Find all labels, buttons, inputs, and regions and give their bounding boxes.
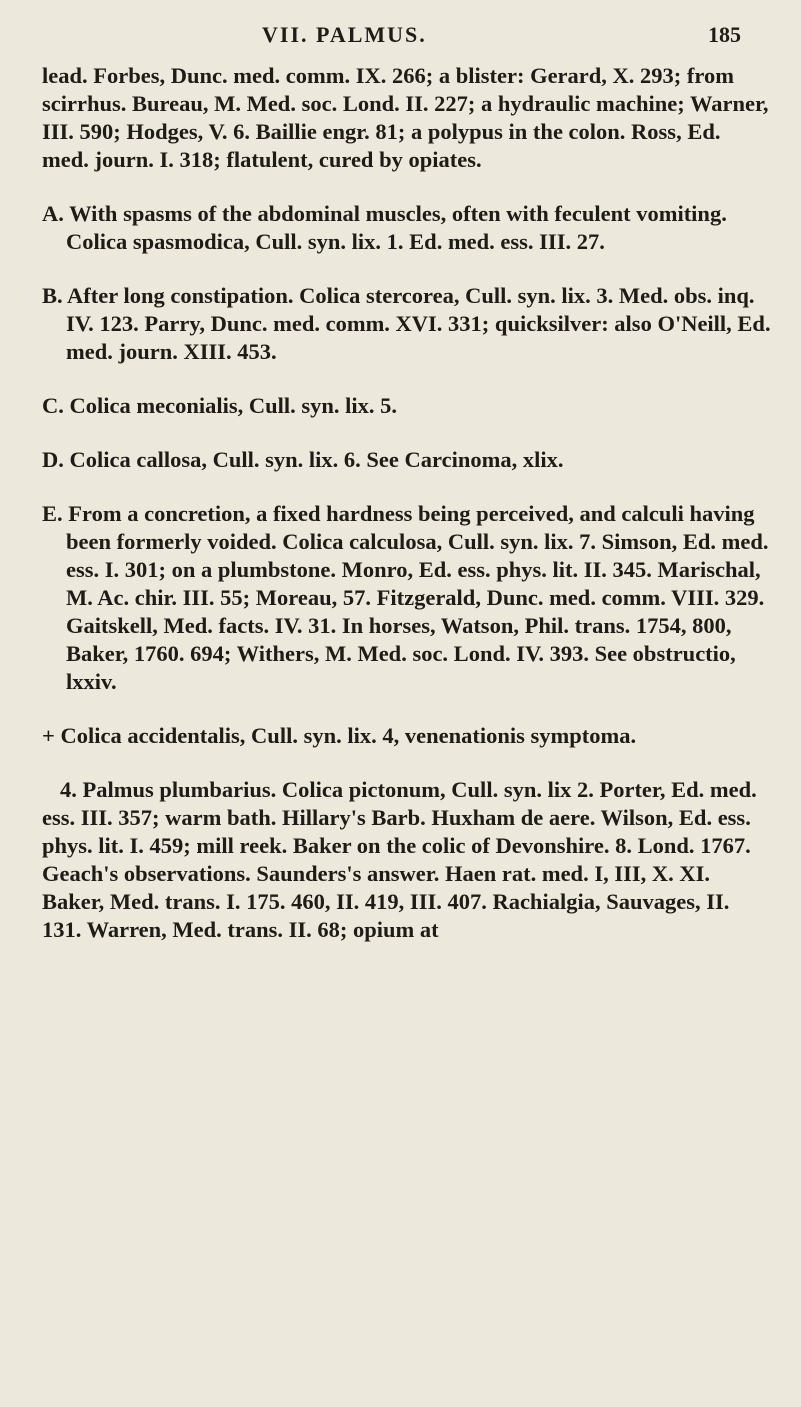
- paragraph-text: With spasms of the abdominal muscles, often with feculent vomiting. Colica spasmodica, Cull. syn. lix. 1. Ed. med. ess. III. 27.: [66, 201, 727, 254]
- running-title: VII. PALMUS.: [262, 22, 427, 47]
- paragraph-label: +: [42, 723, 55, 748]
- paragraph-text: Palmus plumbarius. Colica pictonum, Cull. syn. lix 2. Porter, Ed. med. ess. III. 357; warm bath. Hillary's Barb. Huxham de aere. Wilson, Ed. ess. phys. lit. I. 459; mill reek. Baker on the colic of Devonshire. 8. Lond. 1767. Geach's observations. Saunders's answer. Haen rat. med. I, III, X. XI. Baker, Med. trans. I. 175. 460, II. 419, III. 407. Rachialgia, Sauvages, II. 131. Warren, Med. trans. II. 68; opium at: [42, 777, 757, 942]
- paragraph-text: Colica meconialis, Cull. syn. lix. 5.: [69, 393, 398, 418]
- paragraph-continuation: [42, 62, 772, 174]
- paragraph-label: D.: [42, 447, 64, 472]
- paragraph-text: Colica callosa, Cull. syn. lix. 6. See Carcinoma, xlix.: [69, 447, 564, 472]
- paragraph-b: [42, 282, 772, 366]
- paragraph-c: [42, 392, 772, 420]
- paragraph-4: [42, 776, 772, 944]
- paragraph-a: [42, 200, 772, 256]
- paragraph-label: B.: [42, 283, 63, 308]
- paragraph-text: After long constipation. Colica stercorea, Cull. syn. lix. 3. Med. obs. inq. IV. 123. Parry, Dunc. med. comm. XVI. 331; quicksilver: also O'Neill, Ed. med. journ. XIII. 453.: [66, 283, 771, 364]
- paragraph-text: lead. Forbes, Dunc. med. comm. IX. 266; a blister: Gerard, X. 293; from scirrhus. Bureau, M. Med. soc. Lond. II. 227; a hydraulic machine; Warner, III. 590; Hodges, V. 6. Baillie engr. 81; a polypus in the colon. Ross, Ed. med. journ. I. 318; flatulent, cured by opiates.: [42, 63, 769, 172]
- paragraph-d: [42, 446, 772, 474]
- paragraph-label: 4.: [60, 777, 77, 802]
- paragraph-dagger: [42, 722, 772, 750]
- paragraph-label: A.: [42, 201, 64, 226]
- paragraph-e: [42, 500, 772, 696]
- paragraph-text: Colica accidentalis, Cull. syn. lix. 4, venenationis symptoma.: [60, 723, 637, 748]
- page-number: 185: [708, 22, 741, 47]
- page-header: [0, 14, 801, 54]
- paragraph-label: C.: [42, 393, 64, 418]
- paragraph-label: E.: [42, 501, 63, 526]
- paragraph-text: From a concretion, a fixed hardness being perceived, and calculi having been formerly voided. Colica calculosa, Cull. syn. lix. 7. Simson, Ed. med. ess. I. 301; on a plumbstone. Monro, Ed. ess. phys. lit. II. 345. Marischal, M. Ac. chir. III. 55; Moreau, 57. Fitzgerald, Dunc. med. comm. VIII. 329. Gaitskell, Med. facts. IV. 31. In horses, Watson, Phil. trans. 1754, 800, Baker, 1760. 694; Withers, M. Med. soc. Lond. IV. 393. See obstructio, lxxiv.: [66, 501, 769, 694]
- body-text: [42, 60, 772, 970]
